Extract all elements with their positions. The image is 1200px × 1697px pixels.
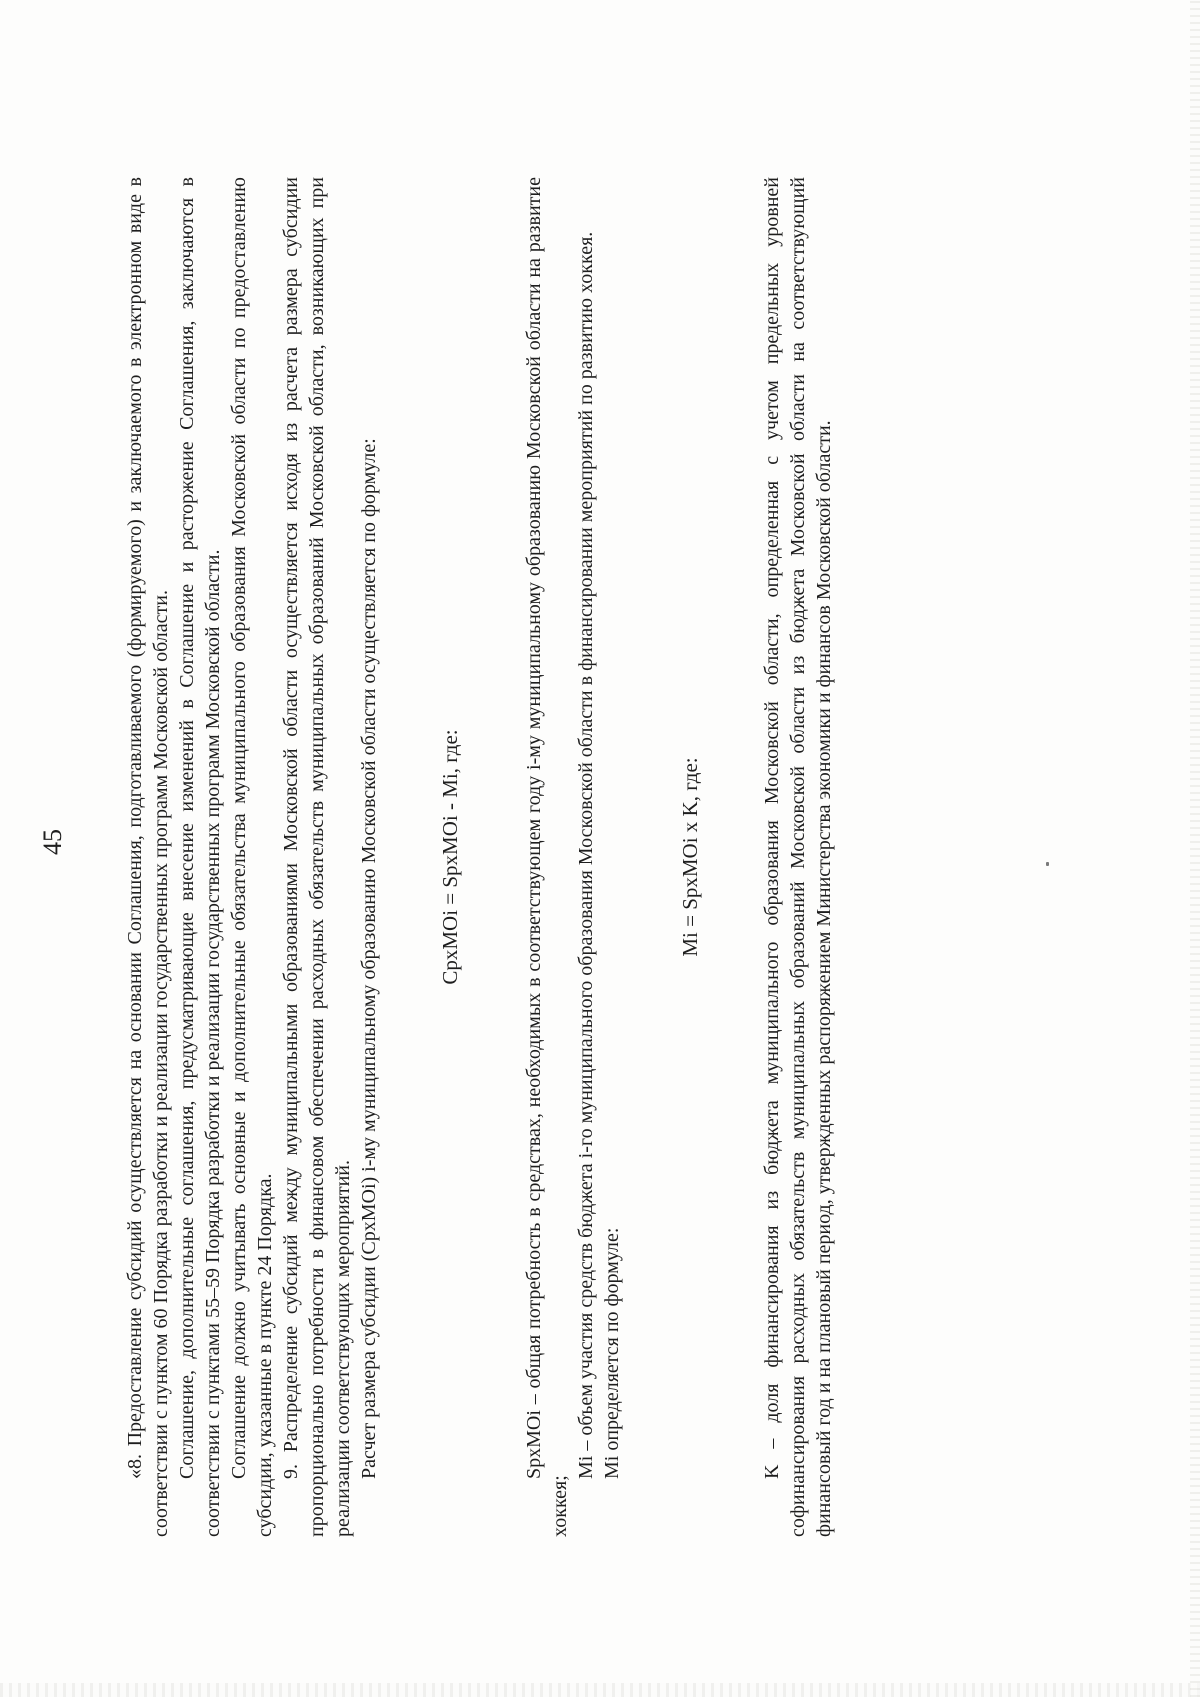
page-number: 45: [38, 829, 67, 855]
scan-edge-bottom: [0, 1683, 1200, 1697]
scan-edge-right: [1190, 0, 1200, 1697]
paragraph-9: 9. Распределение субсидий между муниципальными образованиями Московской области осуществляется исходя из расчета размера субсидии пропорционально потребности в финансовом обеспечении расходных обязательств муниципальных образований Московской области, возникающих при реализации соответствующих мероприятий.: [280, 177, 354, 1537]
paragraph-calculation: Расчет размера субсидии (CpxMOi) i-му муниципальному образованию Московской области осуществляется по формуле:: [358, 438, 380, 1479]
document-body: [122, 177, 837, 1537]
paragraph-k-definition: K – доля финансирования из бюджета муниципального образования Московской области, определенная с учетом предельных уровней софинансирования расходных обязательств муниципальных образований Московской области из бюджета Московской области на соответствующий финансовый год и на плановый период, утвержденных распоряжением Министерства экономики и финансов Московской области.: [761, 177, 835, 1537]
scan-speck: [1046, 862, 1049, 866]
paragraph-mi-definition: Mi – объем участия средств бюджета i-го муниципального образования Московской области в финансировании мероприятий по развитию хоккея.: [575, 231, 597, 1479]
formula-subsidy: CpxMOi = SpxMOi - Mi, где:: [438, 729, 462, 985]
paragraph-8: «8. Предоставление субсидий осуществляется на основании Соглашения, подготавливаемого (формируемого) и заключаемого в электронном виде в соответствии с пунктом 60 Порядка разработки и реализации государственных программ Московской области.: [124, 177, 172, 1537]
paragraph-spxmoi-definition: SpxMOi – общая потребность в средствах, необходимых в соответствующем году i-му муниципальному образованию Московской области на развитие хоккея;: [523, 177, 571, 1537]
paragraph-agreements: Соглашение, дополнительные соглашения, предусматривающие внесение изменений в Соглашение и расторжение Соглашения, заключаются в соответствии с пунктами 55–59 Порядка разработки и реализации государственных программ Московской области.: [176, 177, 224, 1537]
paragraph-obligations: Соглашение должно учитывать основные и дополнительные обязательства муниципального образования Московской области по предоставлению субсидии, указанные в пункте 24 Порядка.: [228, 177, 276, 1537]
formula-mi: Mi = SpxMOi x K, где:: [678, 757, 702, 957]
paragraph-mi-formula-intro: Mi определяется по формуле:: [601, 1227, 623, 1479]
